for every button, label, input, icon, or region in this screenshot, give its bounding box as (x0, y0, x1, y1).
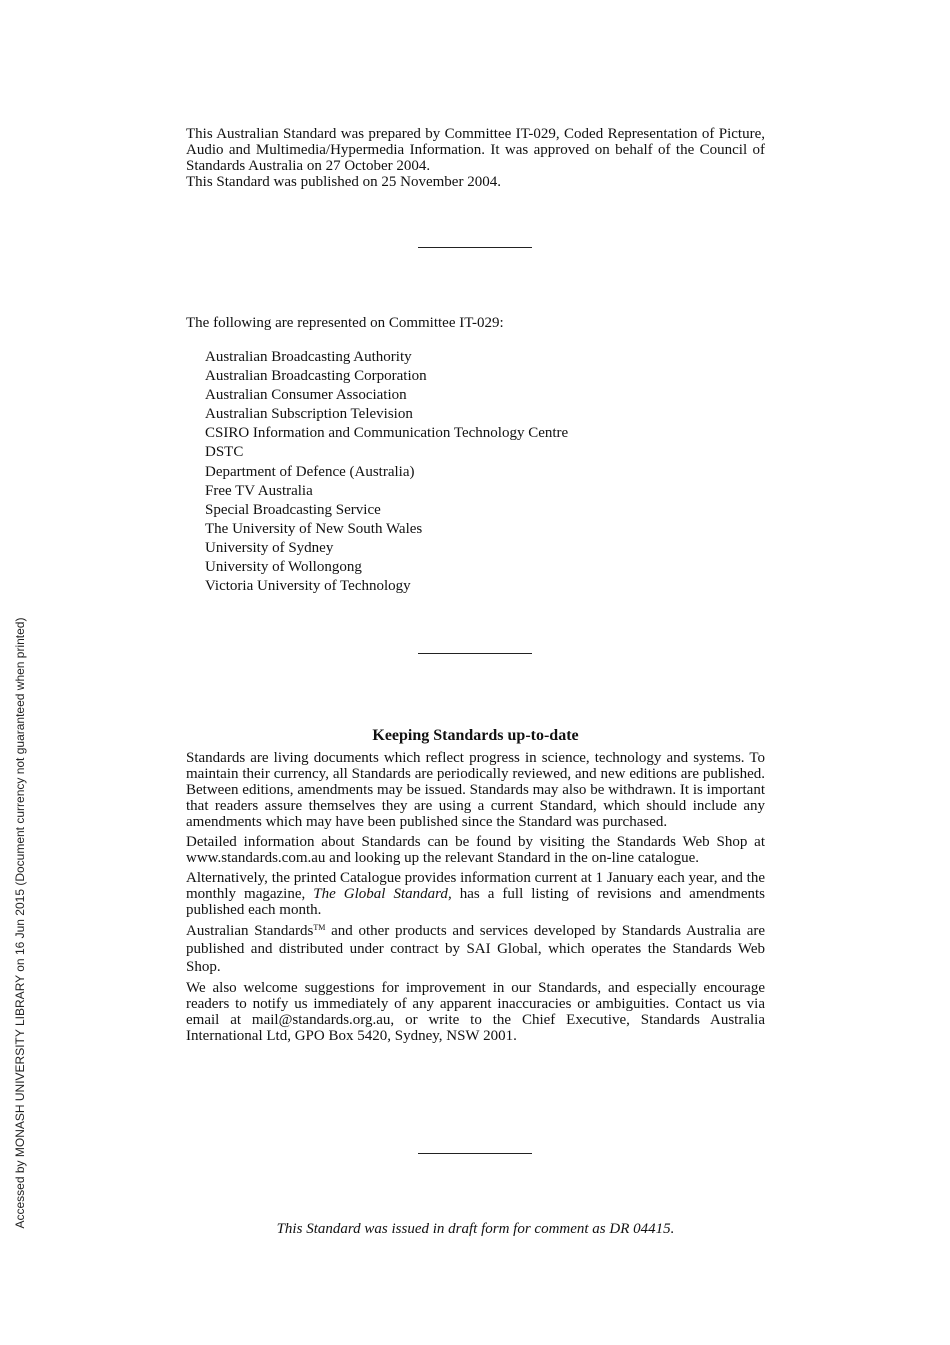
committee-member: CSIRO Information and Communication Technology Centre (205, 425, 569, 442)
committee-member-list (205, 348, 568, 596)
access-watermark-text: Accessed by MONASH UNIVERSITY LIBRARY on 16 Jun 2015 (Document currency not guaranteed when printed) (13, 617, 27, 1229)
paragraph-sai-global (186, 922, 765, 976)
keeping-up-to-date-body (186, 750, 765, 1048)
magazine-title: The Global Standard (313, 886, 448, 902)
committee-member: Special Broadcasting Service (205, 501, 381, 518)
section-heading: Keeping Standards up-to-date (372, 727, 579, 744)
divider-rule (418, 653, 532, 654)
catalogue-text-start: Alternatively, the printed Catalogue provides information current at 1 January each year, and the monthly magazine, (186, 870, 765, 902)
committee-member: Australian Subscription Television (205, 406, 413, 423)
preparation-text: This Australian Standard was prepared by Committee IT-029, Coded Representation of Picture, Audio and Multimedia/Hypermedia Information. It was approved on behalf of the Council of Standards Australia on 27 October 2004. (186, 126, 765, 174)
divider-rule (418, 247, 532, 248)
paragraph-web-shop: Detailed information about Standards can be found by visiting the Standards Web Shop at www.standards.com.au and looking up the relevant Standard in the on-line catalogue. (186, 834, 765, 866)
trademark-mark: TM (313, 923, 326, 932)
sai-text-end: and other products and services developed by Standards Australia are published and distributed under contract by SAI Global, which operates the Standards Web Shop. (186, 923, 766, 975)
sai-text-start: Australian Standards (186, 923, 314, 939)
committee-intro: The following are represented on Committee IT-029: (186, 315, 504, 331)
committee-member: University of Wollongong (205, 559, 362, 576)
committee-member: Australian Consumer Association (205, 387, 407, 404)
committee-member: Free TV Australia (205, 482, 313, 499)
catalogue-text-end: , has a full listing of revisions and amendments published each month. (186, 886, 765, 918)
paragraph-catalogue (186, 870, 765, 918)
paragraph-suggestions: We also welcome suggestions for improvement in our Standards, and especially encourage readers to notify us immediately of any apparent inaccuracies or ambiguities. Contact us via email at mail@standards.org.au, or write to the Chief Executive, Standards Australia International Ltd, GPO Box 5420, Sydney, NSW 2001. (186, 980, 765, 1044)
committee-member: Australian Broadcasting Corporation (205, 368, 427, 385)
divider-rule (418, 1153, 532, 1154)
committee-member: University of Sydney (205, 539, 334, 556)
committee-member: The University of New South Wales (205, 520, 423, 537)
draft-note: This Standard was issued in draft form for comment as DR 04415. (276, 1221, 675, 1237)
committee-member: Department of Defence (Australia) (205, 463, 415, 480)
paragraph-living-documents: Standards are living documents which reflect progress in science, technology and systems. To maintain their currency, all Standards are periodically reviewed, and new editions are published. Between editions, amendments may be issued. Standards may also be withdrawn. It is important that readers assure themselves they are using a current Standard, which should include any amendments which may have been published since the Standard was purchased. (186, 750, 765, 830)
preparation-statement (186, 126, 765, 190)
publication-date-text: This Standard was published on 25 November 2004. (186, 174, 501, 190)
committee-member: Victoria University of Technology (205, 578, 411, 595)
committee-member: Australian Broadcasting Authority (205, 349, 412, 365)
committee-member: DSTC (205, 444, 244, 461)
